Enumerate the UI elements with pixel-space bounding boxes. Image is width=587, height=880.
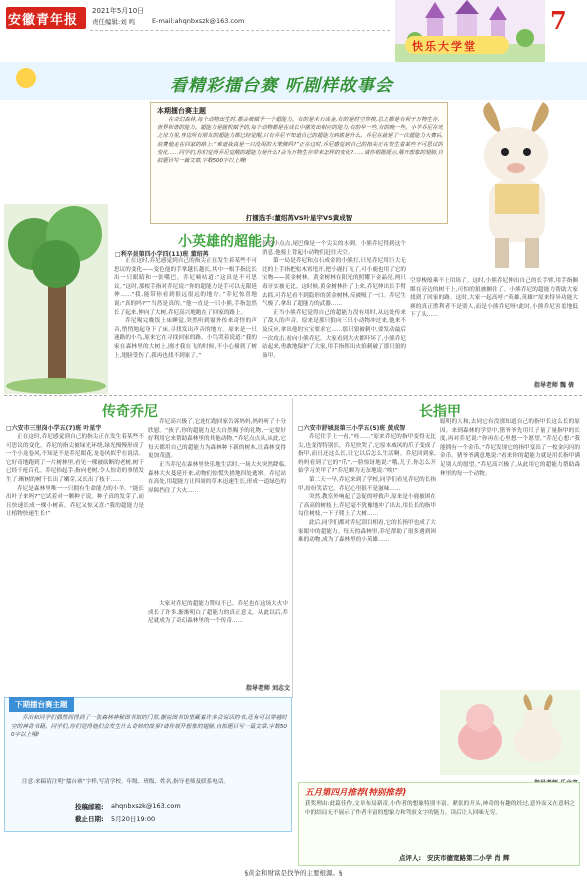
next-topic-note: 注意:来稿请注明“擂台赛”字样,写清学校、年级、班级、姓名,指导老师及联系电话。 <box>22 779 230 785</box>
sun-icon <box>16 68 36 88</box>
article1-paragraph: 正在这时,乔尼感觉到自己的指尖正在发生着某些不可思议的变化——变色他的手掌越长越长,其中一根手指比长出一只眼睛和一张嘴巴。乔尼嘀咕道:“这真是不可思议。”这时,那根手指对乔尼说:“你的超能力是手可以无限延伸……”我,能带你看到很远很远的地方。”乔尼惊喜地说:“真的吗?”“当然是真的。”他一直是一只小熊,手指忽然长了起来,伸向了大树,乔尼高兴地跑在了回家的路上。 <box>114 258 257 316</box>
article3-paragraph: 聪明的人和,去同它有没那知道自己的指甲长这么长的原因。来到森林的学堂中,猪爷爷先用尺子量了量指甲的长度,再对乔尼说:“你再在心里想一个愿望。”乔尼心想:“我能拥有一个金币。”乔尼发现它的指甲变出了一枚金闪闪的金币。猪爷爷满意地说:“看来你的超能力就是用长指甲满足别人的愿望。”乔尼高兴极了,从此用它的超能力帮助森林里的每一个动物。 <box>440 419 580 477</box>
article3-paragraph: 乔尼往手上一看,“哇……”原来乔尼的指甲变得无比尖,也变得特别长。乔尼快哭了,它原本威风的爪子变成了指甲,而且还这么长,让它以后怎么生活啊。乔尼回到家,妈妈看到了它的“爪”,一脸惊讶地说:“哦,儿子,你怎么开始学习美甲了?”乔尼颇为无奈地说:“唉!” <box>298 434 436 475</box>
article1-paragraph: 第一局是乔尼和点石成金的小熊打,只见乔尼用巨大无比的上手指把松木霄甩开,把小鹿打飞了,可小鹿也用了它的宝物——黄金树林。黄金树林在阳光的照耀下金晶亮,两只毒牙实被无比。这时候,黄金树林扑了上来,乔尼伸出长手臂去抓,可乔尼看不到隐形的黄金树林,反被吸了一口。乔尼生气极了,拿出了超能力的武器…… <box>262 258 406 308</box>
recommend-box <box>298 782 580 866</box>
topic-body: 在奇幻森林,每个动物出生时,都会被赋予一个超能力。有的是木石成金,有的是时空穿梭,总之都是有利于万物生存、世界和谐的能力。超能力是随机赋予的,每个动物都是在成长中激发出相应的能力,有的早一些,有的晚一些。小羊乔尼在光之母力里,身边所有朋友的超能力都已经觉醒,只有乔尼不知道自己的超能力到底是什么。乔尼在就是了一次超能力大赛后,浪费他走在回家的路上:“难道我真是一只没用的大笨熊吗?”正在这时,乔尼感觉到自己的指尖正在发生着某些不可思议的变化……同学们,你们觉得乔尼觉醒的超能力是什么?会为万物生存带来怎样的变化?……请你根据提示,展开想象的翅膀,自拟题目写一篇文章,字数500字以上哦! <box>157 117 443 165</box>
article1-title: 小英雄的超能力 <box>178 234 276 250</box>
column-rule <box>292 398 293 698</box>
article2-col1 <box>6 433 144 593</box>
next-topic-body: 乔治和同学们偶然间得到了一张森林神秘图书馆的门票,据说图书馆里藏着许多会说话的书,还有可以穿越时空的神奇书籍。同学们,你们觉得他们会发生什么奇妙的故事?请你展开想象的翅膀,自拟题目写一篇文章,字数500字以上哦! <box>11 715 287 739</box>
editor-name: 责任编辑:刘 鸣 <box>92 18 136 26</box>
masthead-rule <box>90 30 390 31</box>
issue-date: 2021年5月10日 <box>92 7 145 15</box>
article2-byline: □六安市三里岗小学五(7)班 叶星宇 <box>6 425 102 432</box>
tree-illustration <box>4 204 108 394</box>
article1-teacher: 指导老师 魏 倩 <box>533 382 574 389</box>
article1-paragraph: 空穿梭般乘不上用场了。这时,小熊乔尼伸出自己的长手臂,用手指捆绑在旁边的树干上,可怕的狼被捆住了。小熊乔尼的超能力帮助大家找到了回家的路。这时,大家一起高呼:“英雄,英雄!”原来特异功能大赛的真正胜利者不是别人,而是小熊乔尼呀!此时,小熊乔尼害羞地低下了头…… <box>410 278 578 319</box>
recommend-heading: 五月第四月推荐(特别推荐) <box>305 788 407 798</box>
goat-illustration <box>455 100 580 275</box>
article3-title: 长指甲 <box>419 404 461 420</box>
recommend-author-label: 点评人: <box>399 854 422 862</box>
animals-illustration <box>440 690 580 775</box>
page-footer <box>0 868 587 880</box>
article2-col2 <box>148 418 286 593</box>
deadline-value: 5月20日19:00 <box>111 815 156 823</box>
article2-paragraph: 大家对乔尼的超能力赞叹不已。乔尼也在这场大火中成长了许多,渐渐明白了超能力的真正意义。从此以后,乔尼就成为了奇幻森林里的一个传奇…… <box>148 601 288 625</box>
article1-col2 <box>262 240 406 392</box>
article2-col3 <box>148 600 288 672</box>
article1-paragraph: 乔尼喝完晚饭上床睡觉,突然听到窗外传来奇怪的声音,悄悄地起身下了床,寻找发出声音的地方。原来是一只迷路的小鸟,原来它在寻找回家的路。小鸟哭着说道:“我的家在森林里的大树上,刚才我在飞的时候,不小心撞到了树上,翅膀受伤了,我再也找不到家了。” <box>114 318 257 359</box>
topic-box <box>150 102 448 224</box>
next-topic-box <box>4 697 292 832</box>
footer-quote: §黄金和财富是找争的主要根源。§ <box>244 869 343 877</box>
article2-paragraph: 正在这时,乔尼感觉到自己的指尖正在发生着某些不可思议的变化。乔尼的指尖被绿光环绕,绿光慢慢形成了一个小龙卷风,不知是不是乔尼眼花,龙卷风似乎在说话。它好奇地跑到了一片树林里,看见一棵被砍断的老树,树干已经千疮百孔。乔尼抬起手,指向老树,令人惊奇的事情发生了:断树的树干长出了嫩芽,又长出了枝干…… <box>6 434 144 483</box>
article2-teacher: 指导老师 刘志文 <box>245 685 290 692</box>
submission-email-label: 投稿邮箱: <box>75 803 104 811</box>
newspaper-logo-text: 安徽青年报 <box>8 13 79 28</box>
recommend-body: 获奖理由:此篇佳作,文章布局新奇,小作者的想象特别丰富。紧张的开头,神奇的有趣的经过,意外而又在意料之中的结局无不展示了作者丰富的想象力和驾驭文字的能力。读后让人回味无穷。 <box>305 801 575 816</box>
article3-byline: □六安市舒城县第三小学五(5)班 黄成智 <box>298 425 406 432</box>
article2-paragraph: 乔尼是森林里唯一一只拥有生命能力的小羊。“能长出叶子来吗?”它试着对一颗种子说。种子真的发芽了,而且快速长成一棵小树苗。乔尼又惊又喜:“我的超能力是让植物快速生长!” <box>6 485 144 518</box>
submission-email: ahqnbxszk@163.com <box>111 802 181 810</box>
next-topic-heading: 下期擂台赛主题 <box>9 697 74 712</box>
topic-footer: 打擂选手:董绍苒VS叶星宇VS黄成智 <box>245 214 353 222</box>
article3-col1 <box>298 433 436 703</box>
article1-col3 <box>410 277 578 377</box>
article1-byline: □利辛县第四小学四(11)班 董绍苒 <box>115 251 209 258</box>
recommend-author: 安庆市德宽路第二小学 肖 辉 <box>427 854 510 862</box>
contact-email: E-mail:ahqnbxszk@163.com <box>152 17 245 25</box>
article3-col2 <box>440 418 580 688</box>
section-divider <box>4 395 582 396</box>
article1-paragraph: 正当小熊乔尼觉得自己的超能力没有用时,从远处传来了敌人的声音。原来是那只狼向三只小动物冲过来,他来不及反应,拿出他的宝宝要求它……那只狼被刺中,要发动最后一次攻击,看向小熊乔尼。大家看到大火都吓坏了,小熊乔尼站起来,勇敢地保护了大家,用手指挥出火焰刺破了那只狼的盔甲。 <box>262 309 406 359</box>
page-number: 7 <box>550 6 567 35</box>
article3-paragraph: 突然,教室外响起了急促的呼救声,原来是小鹿被困在了高高的树枝上,乔尼毫不犹豫地冲了出去,用长长的指甲勾住树枝,一下子爬上了大树…… <box>298 494 436 518</box>
article2-title: 传奇乔尼 <box>102 404 158 420</box>
banner-title: 看精彩擂台赛 听剧样故事会 <box>170 76 393 96</box>
deadline-label: 截止日期: <box>75 815 104 823</box>
article1-col1 <box>114 257 257 392</box>
masthead <box>0 0 587 62</box>
topic-heading: 本期擂台赛主题 <box>157 107 206 115</box>
article1-paragraph: 色的小点点,尾巴像是一个尖尖的水刺。小熊乔尼得到这个消息,他骑上背起小动物们赶往天空。 <box>262 241 406 256</box>
article2-paragraph: 正当乔尼在森林里快乐地生活时,一场大火突然降临,森林大火蔓延开来,动物们惊慌失措地四处逃窜。乔尼站在高处,用超能力让四周的草木迅速生长,形成一道绿色的屏障挡住了大火…… <box>148 461 286 494</box>
top-banner <box>0 62 587 100</box>
article3-paragraph: 第二天一早,乔尼来到了学校,同学们看见乔尼的长指甲,纷纷笑话它。乔尼心里很不是滋味…… <box>298 476 436 492</box>
article2-paragraph: 乔尼高兴极了,它连忙跑回家告诉妈妈,妈妈听了十分欣慰。“孩子,你的超能力是大自然赐予的礼物,一定要好好利用它来帮助森林里的其他动物。”乔尼点点头,从此,它每天都用自己的超能力为森林种下新的树木,让森林变得更加茂盛。 <box>148 419 286 460</box>
article3-paragraph: 此后,同学们都对乔尼刮目相看,它的长指甲也成了大家眼中的超能力。每天的森林里,乔尼帮助了很多遇到困难的动物,成为了森林里的小英雄…… <box>298 519 436 544</box>
badge-text: 快乐大学堂 <box>412 40 477 53</box>
